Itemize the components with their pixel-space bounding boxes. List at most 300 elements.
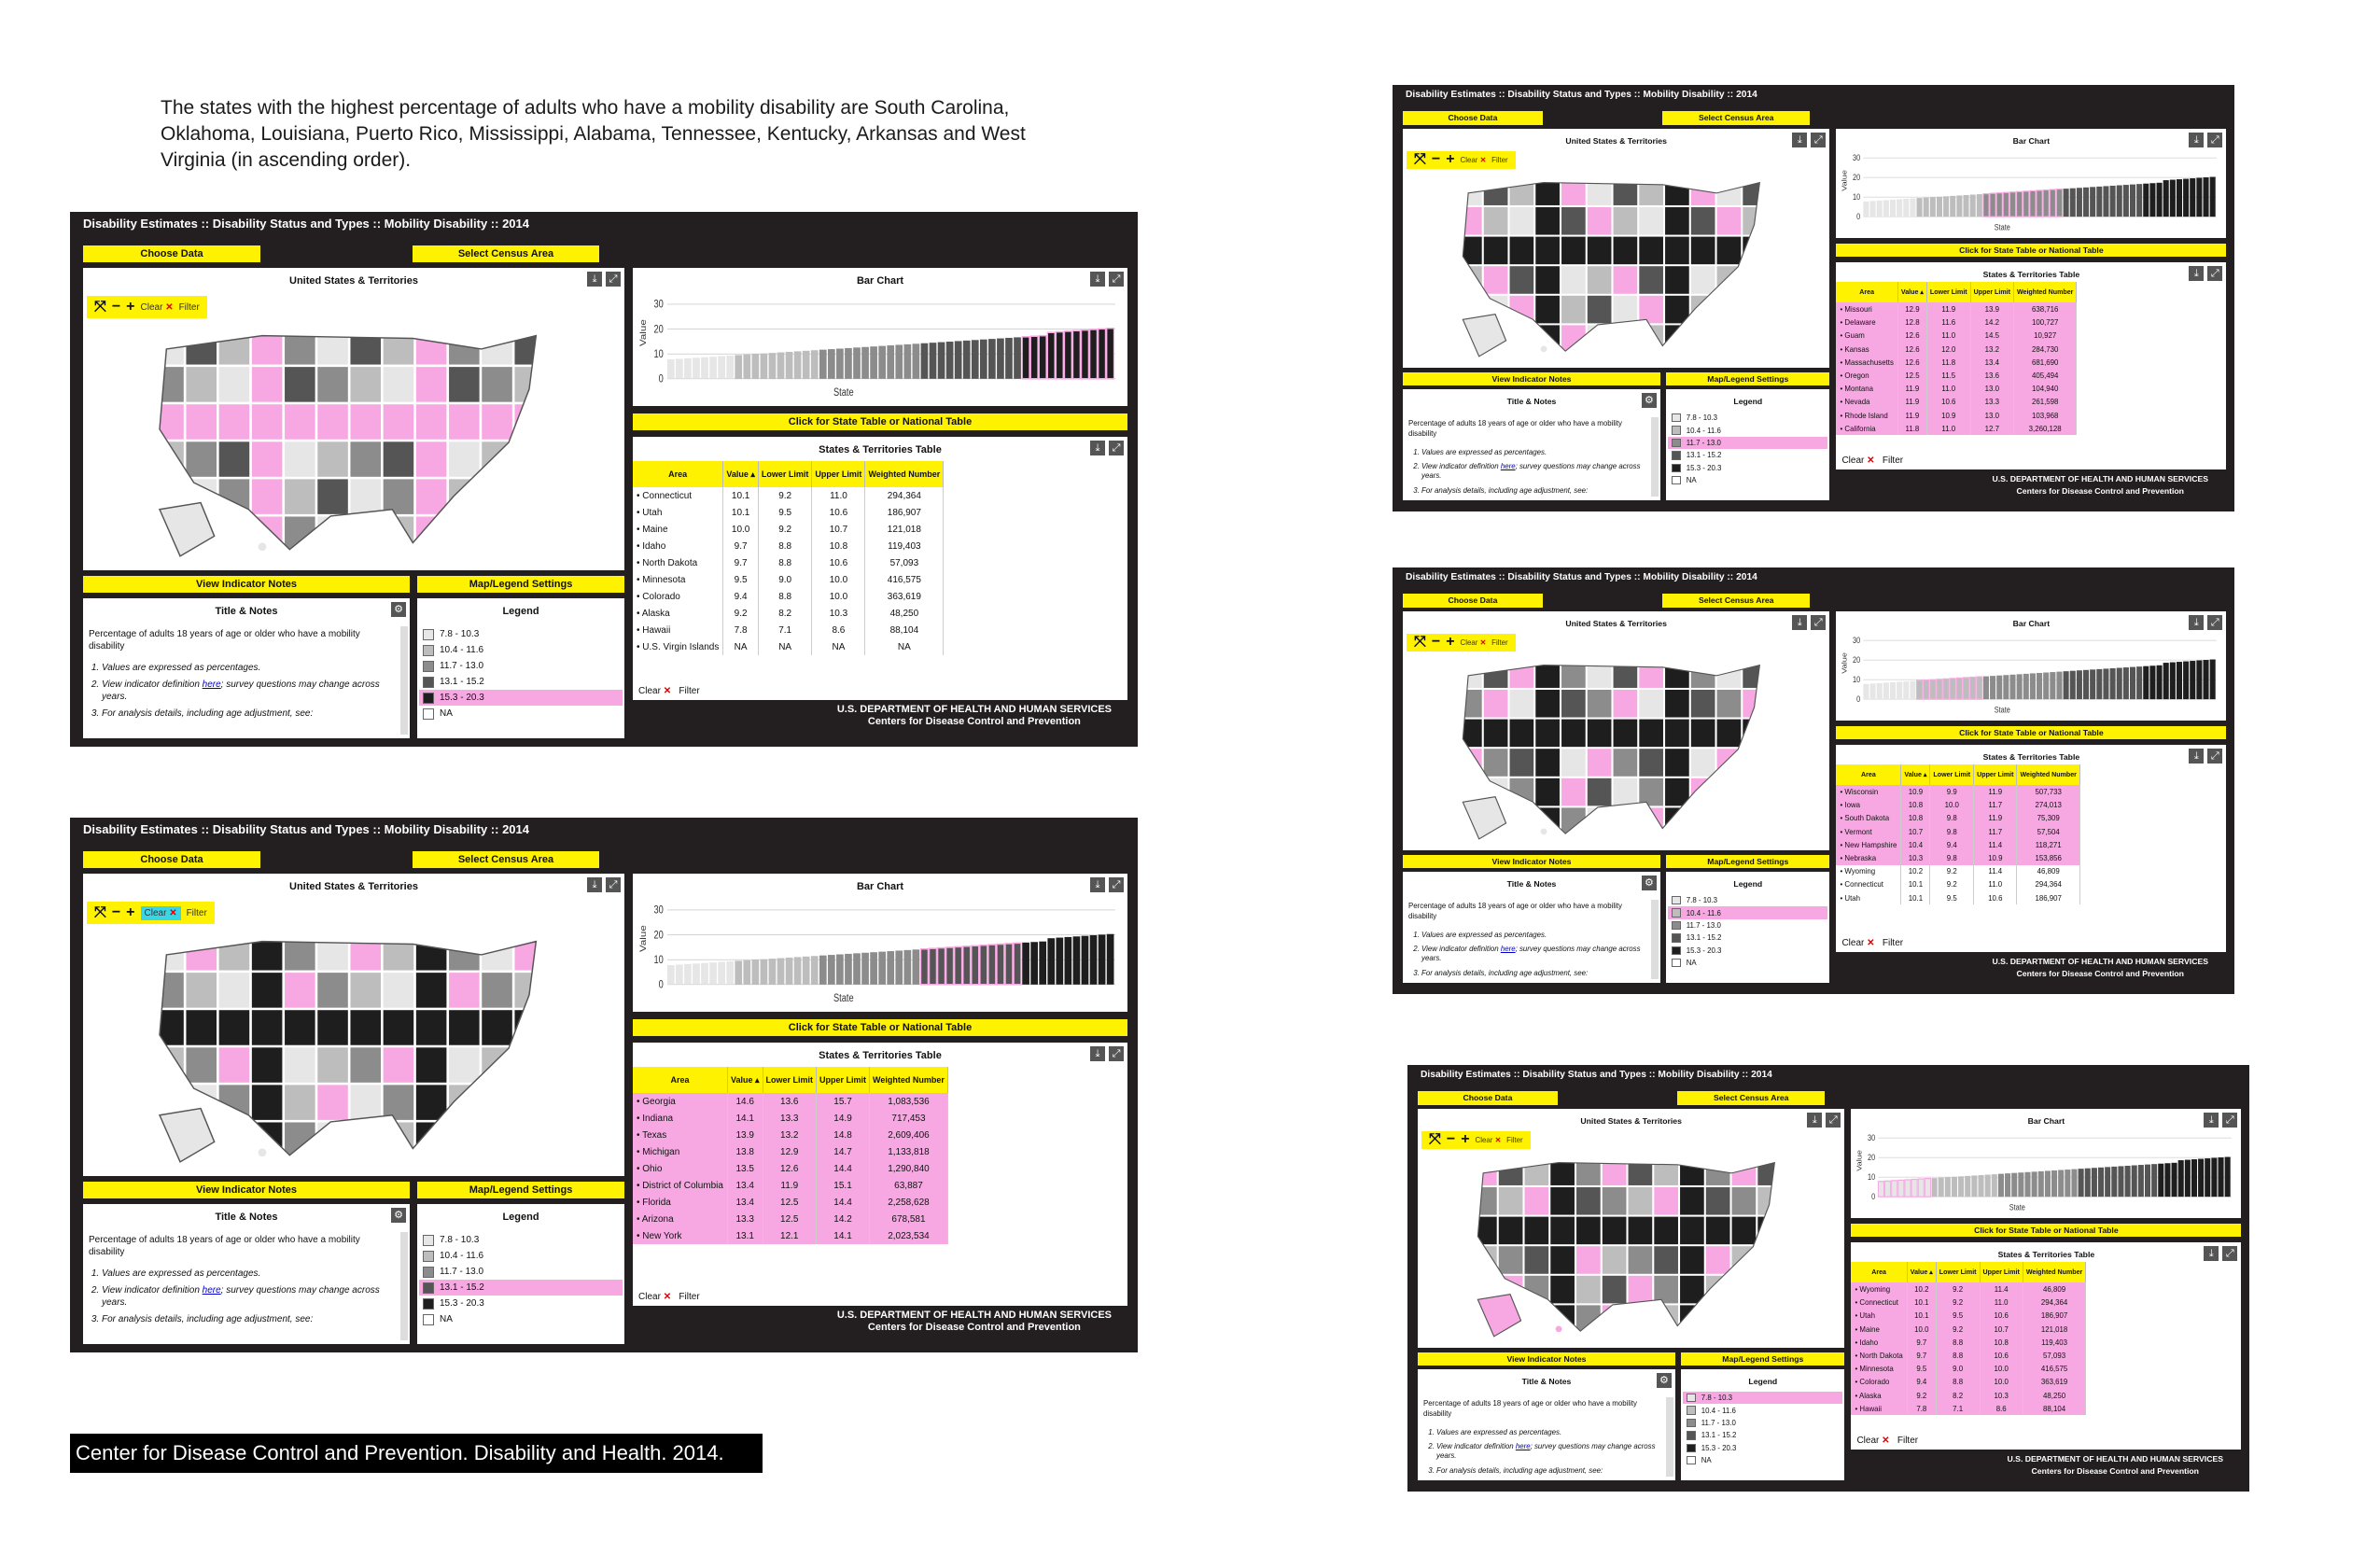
area-cell: • Arizona <box>633 1211 727 1227</box>
legend-item[interactable] <box>419 626 623 642</box>
select-census-area-button[interactable]: Select Census Area <box>1662 594 1810 607</box>
bar <box>930 343 937 379</box>
expand-icon[interactable]: ⤢ <box>2222 1246 2237 1261</box>
column-header[interactable]: Upper Limit <box>1974 764 2017 786</box>
state-shape <box>1484 690 1509 718</box>
us-map[interactable] <box>1447 161 1771 361</box>
filter-button[interactable]: Filter <box>1491 637 1508 647</box>
value-cell: 13.4 <box>727 1177 763 1194</box>
legend-item[interactable] <box>1668 894 1827 906</box>
table-row[interactable] <box>1836 343 2076 356</box>
table-filter-button[interactable]: Filter <box>1897 1436 1919 1447</box>
legend-item[interactable] <box>1668 462 1827 474</box>
filter-button[interactable]: Filter <box>186 907 207 918</box>
column-header[interactable]: Area <box>1836 282 1897 303</box>
table-clear-button[interactable] <box>638 686 671 696</box>
download-icon[interactable]: ⤓ <box>1090 1046 1105 1061</box>
bar <box>2190 661 2195 699</box>
state-shape <box>1706 1216 1731 1244</box>
bar <box>2151 1164 2157 1197</box>
area-cell: • Colorado <box>633 588 723 605</box>
settings-icon[interactable]: ⚙ <box>391 602 406 617</box>
table-row[interactable] <box>633 1110 947 1127</box>
map-legend-settings-button[interactable]: Map/Legend Settings <box>417 1182 624 1198</box>
column-header[interactable]: Value ▴ <box>723 461 759 487</box>
table-row[interactable] <box>1851 1363 2085 1376</box>
column-header[interactable]: Upper Limit <box>1970 282 2013 303</box>
bar <box>1970 194 1976 217</box>
column-header[interactable]: Upper Limit <box>1980 1262 2023 1283</box>
area-cell: • Maine <box>1851 1323 1907 1336</box>
table-row[interactable] <box>1851 1376 2085 1389</box>
column-header[interactable]: Weighted Number <box>870 1067 948 1093</box>
table-clear-button[interactable] <box>638 1292 671 1302</box>
map-legend-settings-button[interactable]: Map/Legend Settings <box>1681 1352 1844 1366</box>
legend-item[interactable] <box>419 642 623 658</box>
table-row[interactable] <box>1836 396 2076 409</box>
table-filter-button[interactable]: Filter <box>1882 455 1904 467</box>
expand-icon[interactable]: ⤢ <box>1109 272 1124 287</box>
expand-icon[interactable]: ⤢ <box>2222 1113 2237 1128</box>
definition-link[interactable]: here <box>1500 945 1516 954</box>
notes-scrollbar[interactable] <box>1666 1397 1673 1476</box>
zoom-out-icon[interactable]: − <box>111 299 121 315</box>
legend-item[interactable] <box>419 1248 623 1264</box>
table-row[interactable] <box>1836 369 2076 382</box>
us-map[interactable] <box>1447 644 1771 844</box>
state-shape <box>1576 1275 1602 1303</box>
map-legend-settings-button[interactable]: Map/Legend Settings <box>417 576 624 593</box>
legend-item[interactable] <box>419 1296 623 1311</box>
column-header[interactable]: Upper Limit <box>812 461 865 487</box>
value-cell: 11.6 <box>1926 316 1970 329</box>
table-row[interactable] <box>1836 785 2079 798</box>
notes-scrollbar[interactable] <box>400 626 408 735</box>
legend-item[interactable] <box>419 690 623 706</box>
table-clear-button[interactable] <box>1856 1436 1889 1446</box>
download-icon[interactable]: ⤓ <box>1090 272 1105 287</box>
note-1: 1. Values are expressed as percentages. <box>1436 1428 1657 1437</box>
table-row[interactable] <box>633 622 944 638</box>
value-cell: 14.2 <box>817 1211 870 1227</box>
state-shape <box>1613 236 1638 264</box>
column-header[interactable]: Area <box>1851 1262 1907 1283</box>
hhs-footer <box>837 1310 1112 1334</box>
table-row[interactable] <box>633 1127 947 1143</box>
table-row[interactable] <box>633 1227 947 1244</box>
table-row[interactable] <box>1851 1323 2085 1336</box>
table-filter-button[interactable]: Filter <box>679 1292 700 1302</box>
note-1: 1. Values are expressed as percentages. <box>1421 448 1642 457</box>
us-map[interactable] <box>139 915 550 1169</box>
table-row[interactable] <box>633 1211 947 1227</box>
area-cell: • Nebraska <box>1836 851 1900 864</box>
bar <box>1983 193 1989 217</box>
hawaii-shape <box>1556 1326 1562 1333</box>
bar <box>709 962 717 985</box>
us-map[interactable] <box>1462 1142 1785 1341</box>
table-row[interactable] <box>633 605 944 622</box>
bar <box>2092 1168 2097 1197</box>
bar <box>2043 672 2049 699</box>
table-row[interactable] <box>633 554 944 571</box>
select-census-area-button[interactable]: Select Census Area <box>413 851 599 868</box>
value-cell: 11.9 <box>1897 383 1926 396</box>
state-shape <box>1706 1246 1731 1274</box>
column-header[interactable]: Area <box>1836 764 1900 786</box>
bar <box>1937 679 1942 699</box>
bar-chart[interactable] <box>1841 631 2220 716</box>
column-header[interactable]: Value ▴ <box>1907 1262 1936 1283</box>
state-national-table-button[interactable]: Click for State Table or National Table <box>1851 1224 2241 1237</box>
table-row[interactable] <box>1836 865 2079 878</box>
view-indicator-notes-button[interactable]: View Indicator Notes <box>83 576 410 593</box>
definition-link[interactable]: here <box>1500 462 1516 471</box>
y-tick-label: 0 <box>1856 212 1861 222</box>
note-1: 1. Values are expressed as percentages. <box>102 1268 391 1280</box>
expand-icon[interactable]: ⤢ <box>1811 615 1826 630</box>
value-cell: 507,733 <box>2017 785 2079 798</box>
fullscreen-icon[interactable]: ⤧ <box>94 904 106 920</box>
expand-icon[interactable]: ⤢ <box>606 877 621 892</box>
table-row[interactable] <box>633 1194 947 1211</box>
state-national-table-button[interactable]: Click for State Table or National Table <box>1836 726 2226 739</box>
legend-item[interactable] <box>1668 919 1827 932</box>
settings-icon[interactable]: ⚙ <box>391 1208 406 1223</box>
us-map[interactable] <box>139 309 550 563</box>
area-cell: • Utah <box>1836 891 1900 904</box>
state-shape <box>1561 177 1587 205</box>
settings-icon[interactable]: ⚙ <box>1642 876 1657 890</box>
state-shape <box>1561 660 1587 688</box>
source-credit: Center for Disease Control and Prevention. Disability and Health. 2014. <box>70 1434 763 1473</box>
view-indicator-notes-button[interactable]: View Indicator Notes <box>1418 1352 1675 1366</box>
expand-icon[interactable]: ⤢ <box>2207 749 2222 763</box>
legend-item[interactable] <box>1683 1454 1842 1466</box>
table-row[interactable] <box>1851 1296 2085 1310</box>
legend-item[interactable] <box>1668 906 1827 918</box>
download-icon[interactable]: ⤓ <box>1090 441 1105 455</box>
download-icon[interactable]: ⤓ <box>587 272 602 287</box>
column-header[interactable]: Area <box>633 461 723 487</box>
table-row[interactable] <box>1836 422 2076 435</box>
legend-item[interactable] <box>1668 449 1827 461</box>
choose-data-button[interactable]: Choose Data <box>1418 1091 1558 1104</box>
clear-label: Clear <box>638 1292 661 1302</box>
table-filter-button[interactable]: Filter <box>679 686 700 696</box>
table-row[interactable] <box>633 588 944 605</box>
choose-data-button[interactable]: Choose Data <box>83 245 260 262</box>
legend-item[interactable] <box>1683 1442 1842 1454</box>
table-row[interactable] <box>633 1093 947 1110</box>
legend-item[interactable] <box>1683 1392 1842 1404</box>
select-census-area-button[interactable]: Select Census Area <box>1662 111 1810 124</box>
state-shape <box>482 1122 513 1158</box>
table-filter-button[interactable]: Filter <box>1882 938 1904 949</box>
state-shape <box>251 441 283 478</box>
fullscreen-icon[interactable]: ⤧ <box>1429 1131 1441 1148</box>
zoom-in-icon[interactable]: + <box>1446 151 1455 168</box>
table-row[interactable] <box>633 504 944 521</box>
state-shape <box>1731 1305 1757 1333</box>
state-national-table-button[interactable]: Click for State Table or National Table <box>633 1019 1127 1036</box>
value-cell: 678,581 <box>870 1211 948 1227</box>
column-header[interactable]: Lower Limit <box>1926 282 1970 303</box>
choose-data-button[interactable]: Choose Data <box>1403 594 1543 607</box>
footer-line-2: Centers for Disease Control and Prevention <box>2016 485 2184 496</box>
bar <box>752 960 760 985</box>
zoom-in-icon[interactable]: + <box>1461 1131 1470 1148</box>
column-header[interactable]: Weighted Number <box>865 461 944 487</box>
state-shape <box>1680 1187 1705 1215</box>
expand-icon[interactable]: ⤢ <box>606 272 621 287</box>
legend-item[interactable] <box>419 674 623 690</box>
choose-data-button[interactable]: Choose Data <box>83 851 260 868</box>
value-cell: 9.2 <box>1936 1323 1980 1336</box>
choose-data-button[interactable]: Choose Data <box>1403 111 1543 124</box>
column-header[interactable]: Weighted Number <box>2023 1262 2085 1283</box>
value-cell: 10.1 <box>723 487 759 504</box>
table-row[interactable] <box>633 487 944 504</box>
column-header[interactable]: Value ▴ <box>1897 282 1926 303</box>
download-icon[interactable]: ⤓ <box>2189 749 2204 763</box>
value-cell: 14.1 <box>727 1110 763 1127</box>
notes-scrollbar[interactable] <box>400 1232 408 1340</box>
table-row[interactable] <box>1851 1282 2085 1296</box>
table-row[interactable] <box>633 1177 947 1194</box>
zoom-in-icon[interactable]: + <box>126 299 135 315</box>
bar <box>1925 1178 1931 1197</box>
table-row[interactable] <box>1851 1349 2085 1362</box>
legend-item[interactable] <box>1683 1429 1842 1441</box>
value-cell: 8.6 <box>1980 1402 2023 1415</box>
table-row[interactable] <box>633 538 944 554</box>
state-shape <box>1588 719 1613 747</box>
bar <box>2198 1158 2204 1197</box>
table-row[interactable] <box>1836 851 2079 864</box>
definition-link[interactable]: here <box>202 679 221 690</box>
filter-button[interactable]: Filter <box>178 301 200 313</box>
bar <box>2190 178 2195 217</box>
bar <box>1107 934 1114 985</box>
download-icon[interactable]: ⤓ <box>1792 615 1807 630</box>
zoom-in-icon[interactable]: + <box>126 904 135 920</box>
fullscreen-icon[interactable]: ⤧ <box>1414 634 1426 651</box>
state-shape <box>1613 207 1638 235</box>
value-cell: 11.8 <box>1897 422 1926 435</box>
column-header[interactable]: Value ▴ <box>1901 764 1930 786</box>
table-clear-button[interactable] <box>1841 938 1874 948</box>
column-header[interactable]: Weighted Number <box>2017 764 2079 786</box>
expand-icon[interactable]: ⤢ <box>2207 133 2222 147</box>
table-row[interactable] <box>1836 302 2076 315</box>
column-header[interactable]: Weighted Number <box>2013 282 2076 303</box>
state-national-table-button[interactable]: Click for State Table or National Table <box>633 413 1127 430</box>
bar-chart[interactable] <box>1841 148 2220 233</box>
legend-label: 11.7 - 13.0 <box>440 1267 484 1277</box>
column-header[interactable]: Area <box>633 1067 727 1093</box>
bar <box>2065 1170 2070 1197</box>
legend-item[interactable] <box>1668 945 1827 957</box>
legend-item[interactable] <box>1668 437 1827 449</box>
legend-item[interactable] <box>1683 1404 1842 1416</box>
table-title: States & Territories Table <box>1982 752 2080 763</box>
notes-scrollbar[interactable] <box>1651 900 1659 978</box>
download-icon[interactable]: ⤓ <box>2189 266 2204 281</box>
settings-icon[interactable]: ⚙ <box>1642 393 1657 408</box>
download-icon[interactable]: ⤓ <box>2189 133 2204 147</box>
zoom-in-icon[interactable]: + <box>1446 634 1455 651</box>
column-header[interactable]: Lower Limit <box>758 461 812 487</box>
zoom-out-icon[interactable]: − <box>111 904 121 920</box>
download-icon[interactable]: ⤓ <box>1792 133 1807 147</box>
table-row[interactable] <box>633 571 944 588</box>
filter-button[interactable]: Filter <box>1506 1135 1523 1144</box>
state-shape <box>482 479 513 515</box>
table-row[interactable] <box>1836 799 2079 812</box>
table-row[interactable] <box>1836 891 2079 904</box>
bar-chart[interactable] <box>1855 1128 2235 1213</box>
expand-icon[interactable]: ⤢ <box>1109 877 1124 892</box>
table-row[interactable] <box>1851 1310 2085 1323</box>
state-shape <box>415 1047 447 1084</box>
expand-icon[interactable]: ⤢ <box>2207 266 2222 281</box>
expand-icon[interactable]: ⤢ <box>2207 615 2222 630</box>
definition-link[interactable]: here <box>202 1285 221 1296</box>
state-shape <box>415 934 447 971</box>
download-icon[interactable]: ⤓ <box>587 877 602 892</box>
download-icon[interactable]: ⤓ <box>2189 615 2204 630</box>
legend-item[interactable] <box>419 658 623 674</box>
download-icon[interactable]: ⤓ <box>2204 1246 2219 1261</box>
table-row[interactable] <box>633 638 944 655</box>
area-cell: • Utah <box>1851 1310 1907 1323</box>
fullscreen-icon[interactable]: ⤧ <box>94 299 106 315</box>
clear-label: Clear <box>140 301 163 313</box>
expand-icon[interactable]: ⤢ <box>1811 133 1826 147</box>
state-shape <box>1757 1305 1783 1333</box>
table-row[interactable] <box>1836 316 2076 329</box>
settings-icon[interactable]: ⚙ <box>1657 1373 1672 1388</box>
bar <box>2018 1172 2023 1197</box>
download-icon[interactable]: ⤓ <box>1807 1113 1822 1128</box>
bar-chart[interactable] <box>638 292 1120 400</box>
legend-item[interactable] <box>1668 957 1827 969</box>
table-row[interactable] <box>633 1143 947 1160</box>
download-icon[interactable]: ⤓ <box>1090 877 1105 892</box>
bar-chart[interactable] <box>638 898 1120 1006</box>
state-national-table-button[interactable]: Click for State Table or National Table <box>1836 244 2226 257</box>
select-census-area-button[interactable]: Select Census Area <box>413 245 599 262</box>
value-cell: 11.9 <box>1897 396 1926 409</box>
view-indicator-notes-button[interactable]: View Indicator Notes <box>1403 372 1660 385</box>
legend-item[interactable] <box>419 706 623 721</box>
bar <box>701 357 708 379</box>
table-row[interactable] <box>633 521 944 538</box>
state-shape <box>482 441 513 478</box>
state-shape <box>1550 1275 1575 1303</box>
area-cell: • Montana <box>1836 383 1897 396</box>
legend-item[interactable] <box>419 1280 623 1296</box>
zoom-out-icon[interactable]: − <box>1431 151 1441 168</box>
table-row[interactable] <box>1836 812 2079 825</box>
zoom-out-icon[interactable]: − <box>1446 1131 1456 1148</box>
map-legend-settings-button[interactable]: Map/Legend Settings <box>1666 855 1829 868</box>
table-row[interactable] <box>1836 409 2076 422</box>
value-cell: 186,907 <box>865 504 944 521</box>
note-2 <box>1436 1442 1657 1462</box>
expand-icon[interactable]: ⤢ <box>1109 441 1124 455</box>
table-row[interactable] <box>1836 838 2079 851</box>
table-row[interactable] <box>1851 1389 2085 1402</box>
column-header[interactable]: Upper Limit <box>817 1067 870 1093</box>
table-row[interactable] <box>1851 1336 2085 1349</box>
state-shape <box>350 404 382 441</box>
notes-panel <box>1418 1369 1675 1479</box>
fullscreen-icon[interactable]: ⤧ <box>1414 151 1426 168</box>
table-row[interactable] <box>1836 356 2076 369</box>
table-row[interactable] <box>1836 383 2076 396</box>
bar <box>1958 1176 1964 1197</box>
legend-item[interactable] <box>1668 412 1827 424</box>
close-icon: ✕ <box>1479 637 1487 647</box>
legend-label: NA <box>1686 959 1697 968</box>
column-header[interactable]: Lower Limit <box>763 1067 817 1093</box>
column-header[interactable]: Lower Limit <box>1936 1262 1980 1283</box>
column-header[interactable]: Lower Limit <box>1930 764 1974 786</box>
value-cell: 8.8 <box>758 538 812 554</box>
table-footer <box>1841 938 1903 948</box>
legend-item[interactable] <box>1683 1417 1842 1429</box>
zoom-out-icon[interactable]: − <box>1431 634 1441 651</box>
footer-line-1: U.S. DEPARTMENT OF HEALTH AND HUMAN SERVICES <box>836 704 1112 715</box>
definition-link[interactable]: here <box>1515 1442 1531 1451</box>
close-icon: ✕ <box>663 686 672 696</box>
bar <box>1977 677 1982 699</box>
table-clear-button[interactable] <box>1841 455 1874 466</box>
filter-button[interactable]: Filter <box>1491 155 1508 164</box>
table-row[interactable] <box>1836 825 2079 838</box>
legend-item[interactable] <box>1668 424 1827 436</box>
map-legend-settings-button[interactable]: Map/Legend Settings <box>1666 372 1829 385</box>
view-indicator-notes-button[interactable]: View Indicator Notes <box>83 1182 410 1198</box>
column-header[interactable]: Value ▴ <box>727 1067 763 1093</box>
table-row[interactable] <box>1836 878 2079 891</box>
view-indicator-notes-button[interactable]: View Indicator Notes <box>1403 855 1660 868</box>
bar <box>2038 1171 2044 1197</box>
value-cell: 104,940 <box>2013 383 2076 396</box>
table-row[interactable] <box>1836 329 2076 343</box>
x-axis-label: State <box>833 385 854 399</box>
legend-item[interactable] <box>1668 474 1827 486</box>
footer-line-1: U.S. DEPARTMENT OF HEALTH AND HUMAN SERVICES <box>1992 473 2208 483</box>
legend-item[interactable] <box>1668 932 1827 944</box>
bar <box>1965 1176 1970 1197</box>
table-row[interactable] <box>633 1160 947 1177</box>
legend-item[interactable] <box>419 1264 623 1280</box>
expand-icon[interactable]: ⤢ <box>1109 1046 1124 1061</box>
legend-item[interactable] <box>419 1232 623 1248</box>
download-icon[interactable]: ⤓ <box>2204 1113 2219 1128</box>
select-census-area-button[interactable]: Select Census Area <box>1677 1091 1825 1104</box>
value-cell: NA <box>758 638 812 655</box>
expand-icon[interactable]: ⤢ <box>1826 1113 1841 1128</box>
notes-scrollbar[interactable] <box>1651 417 1659 496</box>
value-cell: 10.6 <box>1974 891 2017 904</box>
state-shape <box>1757 1216 1783 1244</box>
legend-item[interactable] <box>419 1311 623 1327</box>
table-row[interactable] <box>1851 1402 2085 1415</box>
